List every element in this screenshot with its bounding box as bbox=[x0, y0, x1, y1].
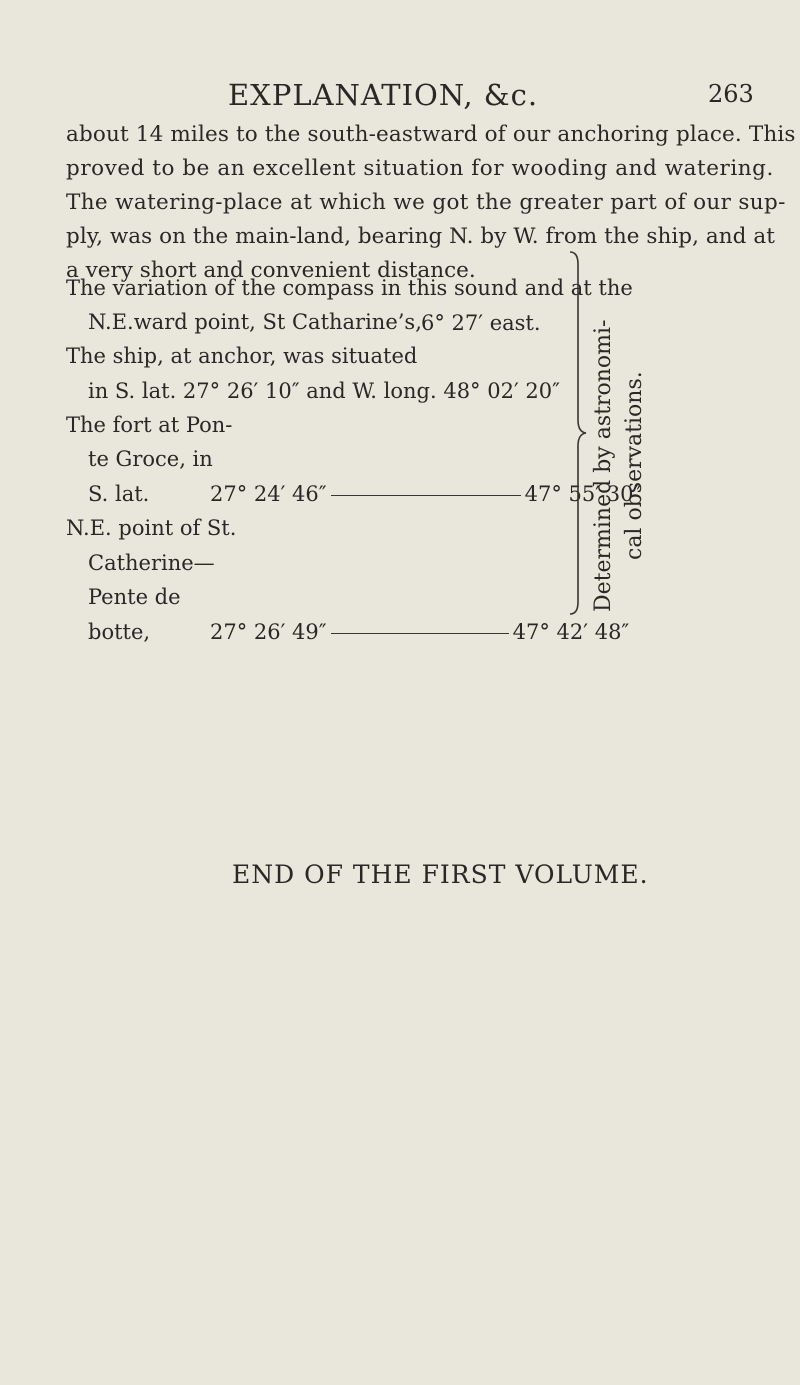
table-line-fort: The fort at Pon- bbox=[66, 413, 233, 437]
paragraph-line: The watering-place at which we got the greater part of our sup- bbox=[66, 190, 786, 215]
groce-longitude: 47° 55′ 30″ bbox=[524, 482, 642, 506]
table-line-catherine: Catherine— bbox=[88, 551, 215, 575]
paragraph-watering-place bbox=[66, 118, 796, 288]
table-line-ship-position: in S. lat. 27° 26′ 10″ and W. long. 48° 02′ 20″ bbox=[88, 379, 560, 403]
table-line-st-point: N.E. point of St. bbox=[66, 516, 237, 540]
botte-longitude: 47° 42′ 48″ bbox=[512, 620, 630, 644]
end-of-volume: END OF THE FIRST VOLUME. bbox=[232, 860, 649, 889]
table-line-ship: The ship, at anchor, was situated bbox=[66, 344, 418, 368]
table-line-botte: botte, bbox=[88, 620, 151, 644]
groce-latitude: 27° 24′ 46″ bbox=[210, 482, 327, 506]
variation-value: 6° 27′ east. bbox=[421, 311, 541, 335]
table-line-variation: The variation of the compass in this sound and at the bbox=[66, 276, 633, 300]
botte-latitude: 27° 26′ 49″ bbox=[210, 620, 327, 644]
table-line-groce: te Groce, in bbox=[88, 447, 213, 471]
table-line-groce-lat-label: S. lat. bbox=[88, 482, 150, 506]
curly-brace bbox=[568, 250, 588, 616]
paragraph-line: a very short and convenient distance. bbox=[66, 258, 476, 283]
side-note-line-1: Determined by astronomi- bbox=[591, 319, 616, 612]
page-number: 263 bbox=[708, 80, 754, 108]
table-line-pente: Pente de bbox=[88, 585, 181, 609]
botte-position-row bbox=[210, 620, 629, 644]
running-title: EXPLANATION, &c. bbox=[228, 78, 539, 112]
leader-rule bbox=[331, 633, 509, 634]
table-line-ne-point: N.E.ward point, St Catharine’s, bbox=[88, 310, 422, 334]
leader-rule bbox=[331, 495, 521, 496]
side-note-line-2: cal observations. bbox=[622, 371, 647, 560]
paragraph-line: proved to be an excellent situation for wooding and watering. bbox=[66, 156, 774, 181]
paragraph-line: about 14 miles to the south-eastward of our anchoring place. This bbox=[66, 122, 796, 147]
paragraph-line: ply, was on the main-land, bearing N. by W. from the ship, and at bbox=[66, 224, 775, 249]
